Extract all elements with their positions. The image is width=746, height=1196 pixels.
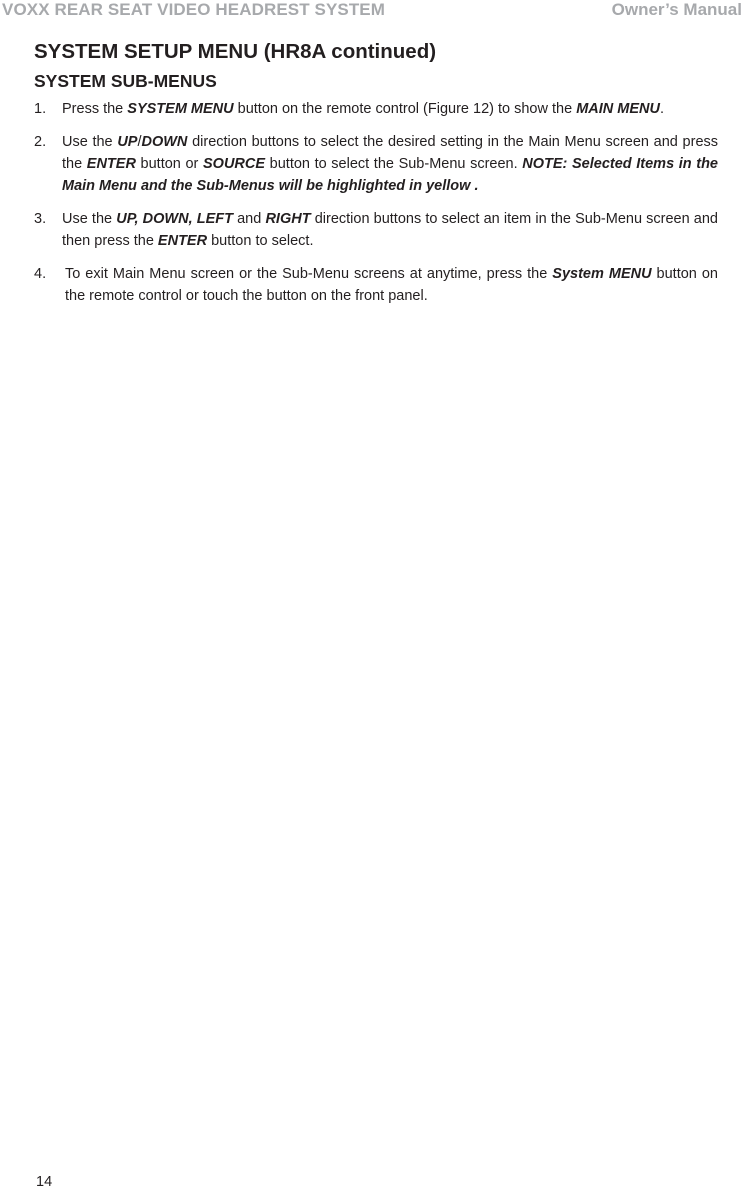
step-number: 1. <box>34 101 47 117</box>
step-text: Use the <box>62 211 117 227</box>
step-emphasis: UP, DOWN, LEFT <box>116 211 233 227</box>
step-text: button on the remote control (Figure 12) to show the <box>233 101 577 117</box>
step-emphasis: System MENU <box>552 266 652 282</box>
step-emphasis: MAIN MENU <box>576 101 660 117</box>
instruction-step-1 <box>34 98 718 120</box>
step-text: / <box>137 134 142 150</box>
step-text: Press the <box>62 101 128 117</box>
header-owners-manual: Owner’s Manual <box>611 0 742 19</box>
step-number: 4. <box>34 266 47 282</box>
step-text: and <box>232 211 266 227</box>
instruction-step-3 <box>34 208 718 252</box>
section-subtitle: SYSTEM SUB-MENUS <box>34 71 217 91</box>
step-text: direction buttons to select an item in the Sub-Menu screen and then press the <box>62 211 718 249</box>
step-number: 2. <box>34 134 47 150</box>
step-emphasis: SYSTEM MENU <box>127 101 234 117</box>
step-text: button to select the Sub-Menu screen. <box>265 156 523 172</box>
step-text: button on the remote control or touch the button on the front panel. <box>65 266 718 304</box>
step-emphasis: SOURCE <box>203 156 266 172</box>
step-text: button to select. <box>207 233 314 249</box>
step-emphasis: DOWN <box>141 134 188 150</box>
page-number: 14 <box>36 1174 53 1190</box>
header-manual-title: VOXX REAR SEAT VIDEO HEADREST SYSTEM <box>2 0 386 19</box>
step-text: Use the <box>62 134 118 150</box>
page-header <box>0 0 746 24</box>
step-text: . <box>659 101 664 117</box>
step-emphasis: RIGHT <box>265 211 311 227</box>
instruction-list <box>34 98 718 318</box>
step-note: NOTE: Selected Items in the Main Menu and the Sub-Menus will be highlighted in yellow . <box>62 156 718 194</box>
step-text: direction buttons to select the desired setting in the Main Menu screen and press the <box>62 134 719 172</box>
section-title: SYSTEM SETUP MENU (HR8A continued) <box>34 40 437 63</box>
step-text: To exit Main Menu screen or the Sub-Menu screens at anytime, press the <box>65 266 553 282</box>
step-emphasis: ENTER <box>86 156 136 172</box>
step-number: 3. <box>34 211 47 227</box>
step-emphasis: ENTER <box>157 233 208 249</box>
step-emphasis: UP <box>117 134 138 150</box>
instruction-step-4 <box>34 263 718 307</box>
step-text: button or <box>135 156 203 172</box>
instruction-step-2 <box>34 131 718 197</box>
